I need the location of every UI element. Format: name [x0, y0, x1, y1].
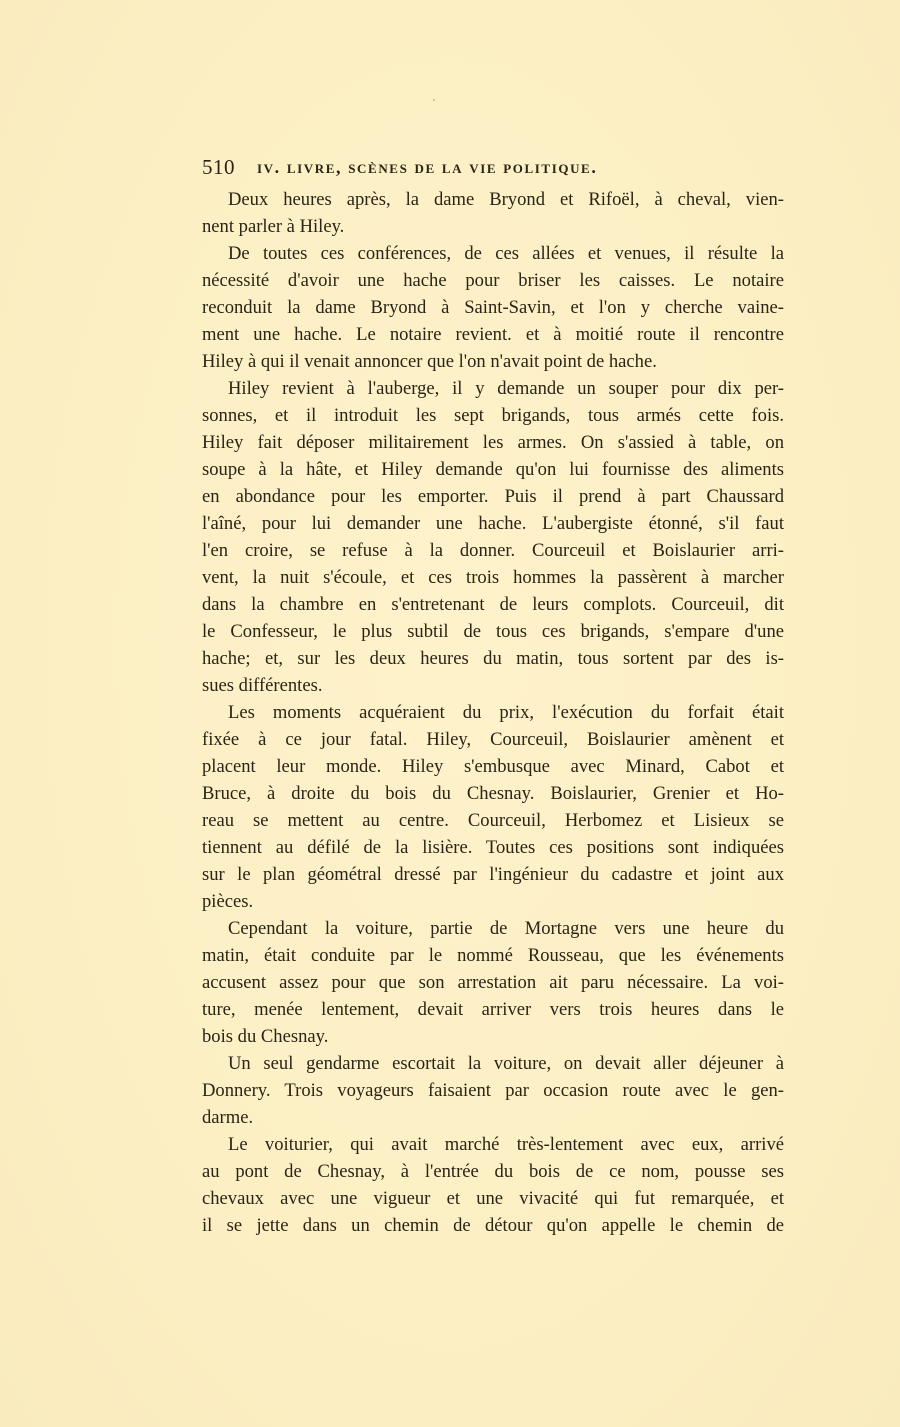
- page-number: 510: [202, 155, 235, 179]
- paper-speck: [433, 99, 435, 101]
- text-line: fixée à ce jour fatal. Hiley, Courceuil, Boislaurier amènent et: [202, 729, 784, 750]
- paragraph: [202, 375, 784, 699]
- text-line: sues différentes.: [202, 675, 323, 696]
- text-line: De toutes ces conférences, de ces allées et venues, il résulte la: [228, 243, 784, 264]
- paragraph: [202, 699, 784, 915]
- text-line: placent leur monde. Hiley s'embusque avec Minard, Cabot et: [202, 756, 784, 777]
- text-line: pièces.: [202, 891, 254, 912]
- paragraph: [202, 1050, 784, 1131]
- text-line: Bruce, à droite du bois du Chesnay. Boislaurier, Grenier et Ho-: [202, 783, 784, 804]
- text-line: l'aîné, pour lui demander une hache. L'aubergiste étonné, s'il faut: [202, 513, 784, 534]
- text-line: reconduit la dame Bryond à Saint-Savin, et l'on y cherche vaine-: [202, 297, 784, 318]
- text-line: reau se mettent au centre. Courceuil, Herbomez et Lisieux se: [202, 810, 784, 831]
- paragraph: [202, 186, 784, 240]
- paragraph: [202, 240, 784, 375]
- text-line: au pont de Chesnay, à l'entrée du bois de ce nom, pousse ses: [202, 1161, 784, 1182]
- text-line: dans la chambre en s'entretenant de leurs complots. Courceuil, dit: [202, 594, 784, 615]
- text-line: hache; et, sur les deux heures du matin, tous sortent par des is-: [202, 648, 784, 669]
- text-line: matin, était conduite par le nommé Rousseau, que les événements: [202, 945, 784, 966]
- text-line: nécessité d'avoir une hache pour briser les caisses. Le notaire: [202, 270, 784, 291]
- text-line: nent parler à Hiley.: [202, 216, 345, 237]
- text-line: Les moments acquéraient du prix, l'exécution du forfait était: [228, 702, 784, 723]
- text-line: Hiley à qui il venait annoncer que l'on n'avait point de hache.: [202, 351, 657, 372]
- text-line: ture, menée lentement, devait arriver vers trois heures dans le: [202, 999, 784, 1020]
- text-line: en abondance pour les emporter. Puis il prend à part Chaussard: [202, 486, 784, 507]
- text-line: ment une hache. Le notaire revient. et à moitié route il rencontre: [202, 324, 784, 345]
- text-line: bois du Chesnay.: [202, 1026, 329, 1047]
- text-line: il se jette dans un chemin de détour qu'on appelle le chemin de: [202, 1215, 784, 1236]
- text-line: accusent assez pour que son arrestation ait paru nécessaire. La voi-: [202, 972, 784, 993]
- running-head: iv. livre, scènes de la vie politique.: [257, 157, 598, 177]
- page-header: [202, 155, 782, 183]
- text-line: l'en croire, se refuse à la donner. Courceuil et Boislaurier arri-: [202, 540, 784, 561]
- text-line: Hiley revient à l'auberge, il y demande un souper pour dix per-: [228, 378, 784, 399]
- text-line: Donnery. Trois voyageurs faisaient par occasion route avec le gen-: [202, 1080, 784, 1101]
- body-text: [202, 186, 784, 1239]
- paragraph: [202, 915, 784, 1050]
- text-line: Hiley fait déposer militairement les armes. On s'assied à table, on: [202, 432, 784, 453]
- text-line: Un seul gendarme escortait la voiture, on devait aller déjeuner à: [228, 1053, 784, 1074]
- text-line: le Confesseur, le plus subtil de tous ces brigands, s'empare d'une: [202, 621, 784, 642]
- text-line: Cependant la voiture, partie de Mortagne vers une heure du: [228, 918, 784, 939]
- text-line: sur le plan géométral dressé par l'ingénieur du cadastre et joint aux: [202, 864, 784, 885]
- text-line: tiennent au défilé de la lisière. Toutes ces positions sont indiquées: [202, 837, 784, 858]
- text-line: soupe à la hâte, et Hiley demande qu'on lui fournisse des aliments: [202, 459, 784, 480]
- text-line: darme.: [202, 1107, 254, 1128]
- text-line: sonnes, et il introduit les sept brigands, tous armés cette fois.: [202, 405, 784, 426]
- paragraph: [202, 1131, 784, 1239]
- text-line: Le voiturier, qui avait marché très-lentement avec eux, arrivé: [228, 1134, 784, 1155]
- text-line: vent, la nuit s'écoule, et ces trois hommes la passèrent à marcher: [202, 567, 784, 588]
- text-line: chevaux avec une vigueur et une vivacité qui fut remarquée, et: [202, 1188, 784, 1209]
- text-line: Deux heures après, la dame Bryond et Rifoël, à cheval, vien-: [228, 189, 784, 210]
